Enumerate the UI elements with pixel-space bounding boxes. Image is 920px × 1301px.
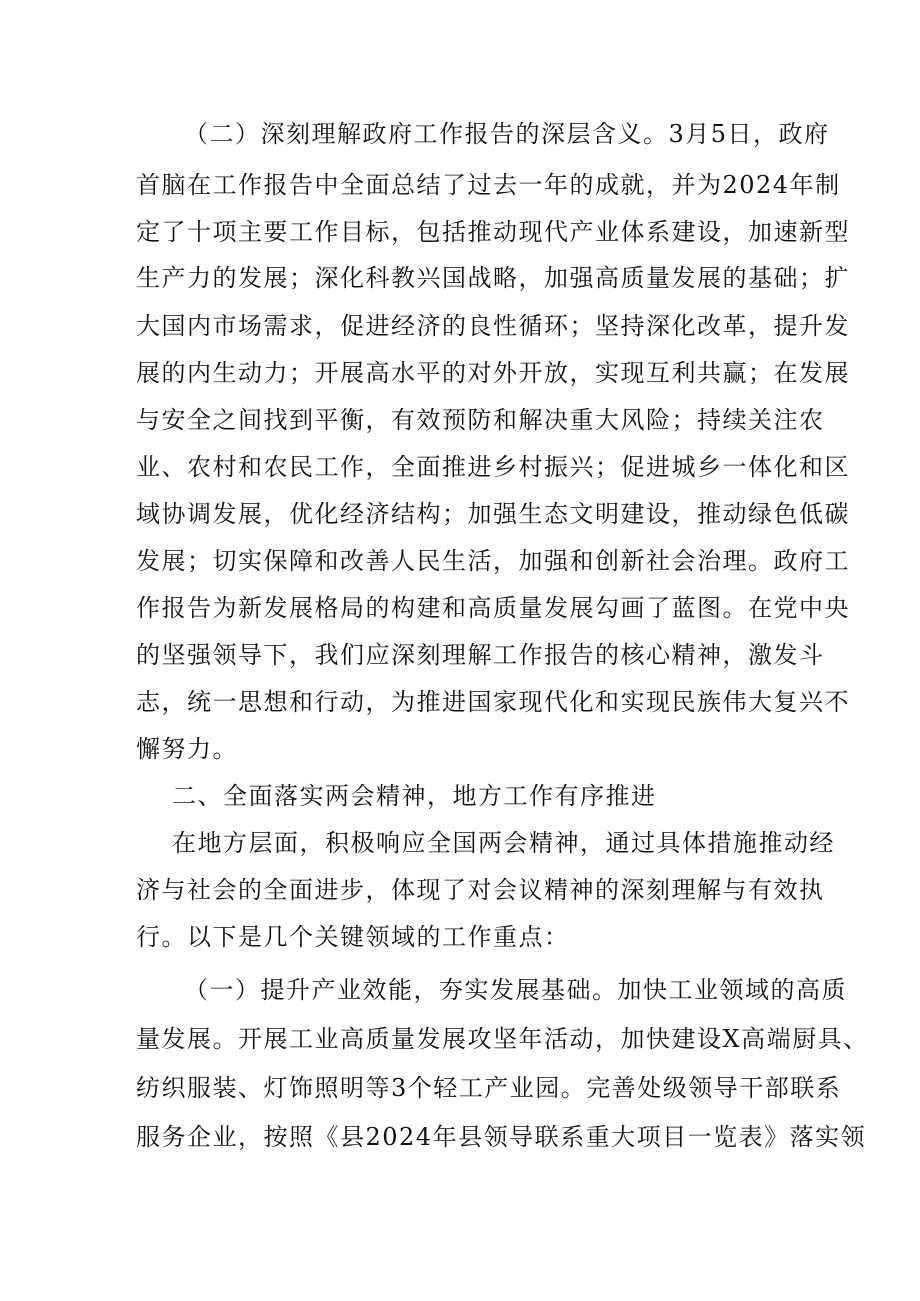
text-line: 服务企业，按照《县2024年县领导联系重大项目一览表》落实领 <box>136 1123 867 1151</box>
text-line: 业、农村和农民工作，全面推进乡村振兴；促进城乡一体化和区 <box>136 453 850 481</box>
text-line: 量发展。开展工业高质量发展攻坚年活动，加快建设X高端厨具、 <box>136 1025 869 1053</box>
text-line: 行。以下是几个关键领域的工作重点： <box>136 923 570 951</box>
text-line: 首脑在工作报告中全面总结了过去一年的成就，并为2024年制 <box>136 171 841 199</box>
section-heading: 二、全面落实两会精神，地方工作有序推进 <box>172 782 657 810</box>
text-line: 的坚强领导下，我们应深刻理解工作报告的核心精神，激发斗 <box>136 641 825 669</box>
text-line: 作报告为新发展格局的构建和高质量发展勾画了蓝图。在党中央 <box>136 594 850 622</box>
text-line: （二）深刻理解政府工作报告的深层含义。3月5日，政府 <box>184 120 830 148</box>
text-line: 在地方层面，积极响应全国两会精神，通过具体措施推动经 <box>172 829 835 857</box>
text-line: 域协调发展，优化经济结构；加强生态文明建设，推动绿色低碳 <box>136 500 850 528</box>
text-line: 生产力的发展；深化科教兴国战略，加强高质量发展的基础；扩 <box>136 264 850 292</box>
text-line: 定了十项主要工作目标，包括推动现代产业体系建设，加速新型 <box>136 218 850 246</box>
text-line: 懈努力。 <box>136 735 238 763</box>
text-line: 志，统一思想和行动，为推进国家现代化和实现民族伟大复兴不 <box>136 688 850 716</box>
text-line: 展的内生动力；开展高水平的对外开放，实现互利共赢；在发展 <box>136 359 850 387</box>
text-line: 大国内市场需求，促进经济的良性循环；坚持深化改革，提升发 <box>136 312 850 340</box>
text-line: 发展；切实保障和改善人民生活，加强和创新社会治理。政府工 <box>136 547 850 575</box>
text-line: 纺织服装、灯饰照明等3个轻工产业园。完善处级领导干部联系 <box>136 1074 842 1102</box>
text-line: （一）提升产业效能，夯实发展基础。加快工业领域的高质 <box>184 976 847 1004</box>
text-line: 济与社会的全面进步，体现了对会议精神的深刻理解与有效执 <box>136 876 825 904</box>
text-line: 与安全之间找到平衡，有效预防和解决重大风险；持续关注农 <box>136 406 825 434</box>
